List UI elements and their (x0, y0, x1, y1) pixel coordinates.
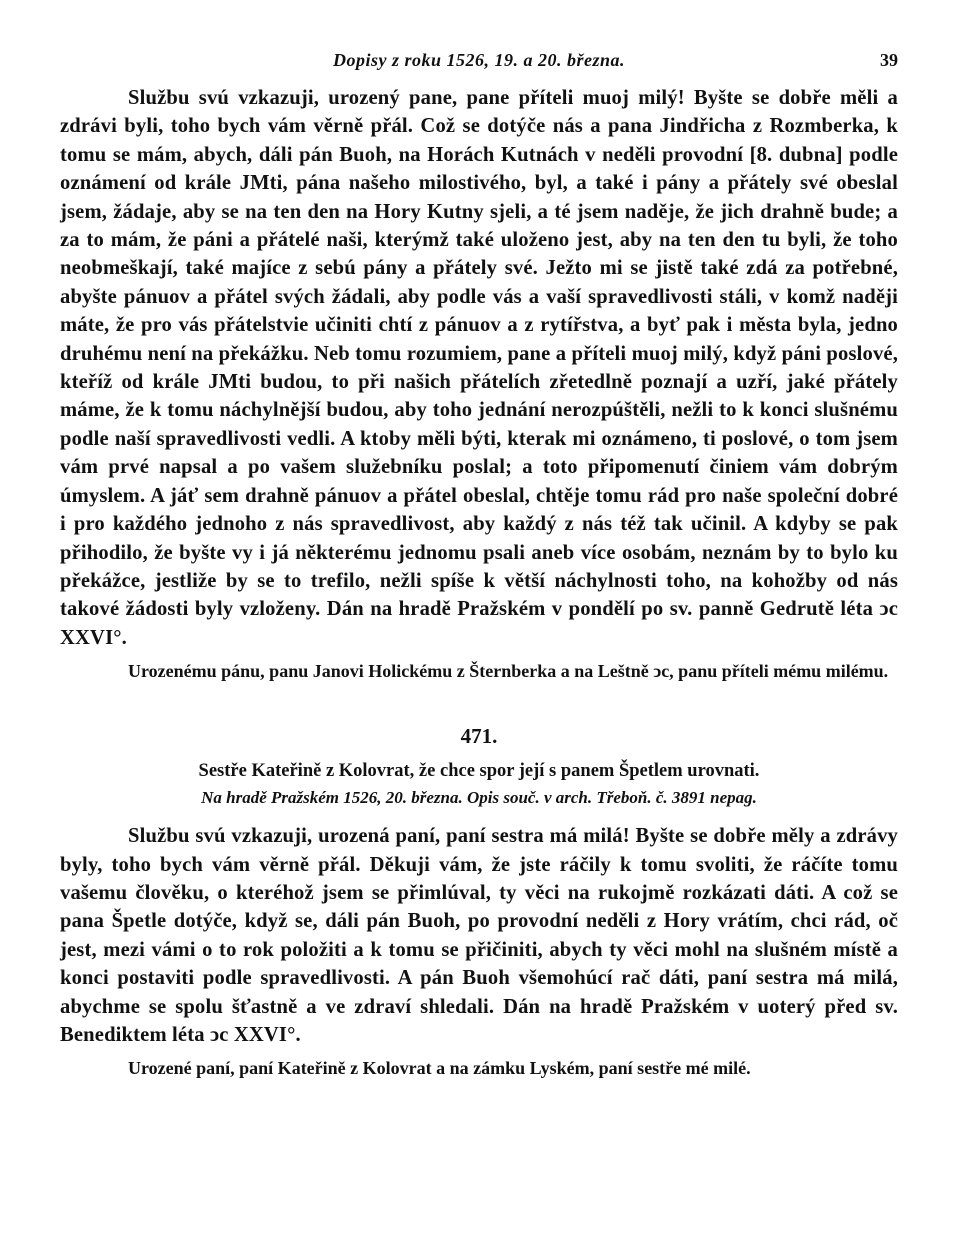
page-number: 39 (880, 50, 898, 70)
letter-471-body: Službu svú vzkazuji, urozená paní, paní sestra má milá! Byšte se dobře měly a zdrávy byly, toho bych vám věrně přál. Děkuji vám, že jste ráčily k tomu svoliti, že ráčíte tomu vašemu člověku, o kteréhož jsem se přimlúval, ty věci na rukojmě rozkázati dáti. A což se pana Špetle dotýče, když se, dáli pán Buoh, po provodní neděli z Hory vrátím, chci rád, oč jest, mezi vámi o to rok položiti a k tomu se přičiniti, abych ty věci mohl na slušném místě a konci postaviti podle spravedlivosti. A pán Buoh všemohúcí rač dáti, paní sestra má milá, abychme se spolu šťastně a ve zdraví shledali. Dán na hradě Pražském v uoterý před sv. Benediktem léta ↄc XXVI°. (60, 825, 898, 1046)
document-page (60, 50, 898, 1081)
letter-471-number: 471. (460, 724, 498, 749)
page-header (60, 50, 898, 84)
letter-471-address: Urozené paní, paní Kateřině z Kolovrat a na zámku Lyském, paní sestře mé milé. (128, 1058, 751, 1079)
letter-471-source: Na hradě Pražském 1526, 20. března. Opis souč. v arch. Třeboň. č. 3891 nepag. (201, 788, 757, 808)
letter-471 (60, 724, 898, 1081)
running-title: Dopisy z roku 1526, 19. a 20. března. (332, 50, 626, 70)
letter-470-body: Službu svú vzkazuji, urozený pane, pane příteli muoj milý! Byšte se dobře měli a zdrávi byli, toho bych vám věrně přál. Což se dotýče nás a pana Jindřicha z Rozmberka, k tomu se mám, abych, dáli pán Buoh, na Horách Kutnách v neděli provodní [8. dubna] podle oznámení od krále JMti, pána našeho milostivého, byl, a také i pány a přátely své obeslal jsem, žádaje, aby se na ten den na Hory Kutny sjeli, a té jsem naděje, že jich drahně bude; a za to mám, že páni a přátelé naši, kterýmž také uloženo jest, aby na ten den tu byli, že toho neobmeškají, také majíce z sebú pány a přátely své. Ježto mi se jistě také zdá za potřebné, abyšte pánuov a přátel svých žádali, aby podle vás a vaší spravedlivosti stáli, v komž naději máte, že pro vás přátelstvie učiniti chtí z pánuov a z rytířstva, a byť pak i města byla, jedno druhému není na překážku. Neb tomu rozumiem, pane a příteli muoj milý, když páni poslové, kteříž od krále JMti budou, to při našich přátelích zřetedlně poznají a uzří, jaké přátely máme, že k tomu náchylnější budou, aby toho jednání nerozpúštěli, nežli to k konci slušnému podle naší spravedlivosti vedli. A ktoby měli býti, kterak mi oznámeno, ti poslové, o tom jsem vám prvé napsal a po vašem služebníku poslal; a toto připomenutí činiem vám dobrým úmyslem. A jáť sem drahně pánuov a přátel obeslal, chtěje tomu rád pro naše společní dobré i pro každého jednoho z nás spravedlivost, aby každý z nás též tak učinil. A kdyby se pak přihodilo, že byšte vy i já některému jednomu psali aneb více osobám, neznám by to bylo ku překážce, jestliže by se to trefilo, nežli spíše k větší náchylnosti toho, na kohožby od nás takové žádosti byly vzloženy. Dán na hradě Pražském v pondělí po sv. panně Gedrutě léta ↄc XXVI°. (60, 87, 898, 649)
letter-470 (60, 84, 898, 684)
letter-471-summary: Sestře Kateřině z Kolovrat, že chce spor její s panem Špetlem urovnati. (198, 761, 760, 782)
letter-470-address: Urozenému pánu, panu Janovi Holickému z Šternberka a na Leštně ↄc, panu příteli mému milému. (128, 661, 889, 682)
